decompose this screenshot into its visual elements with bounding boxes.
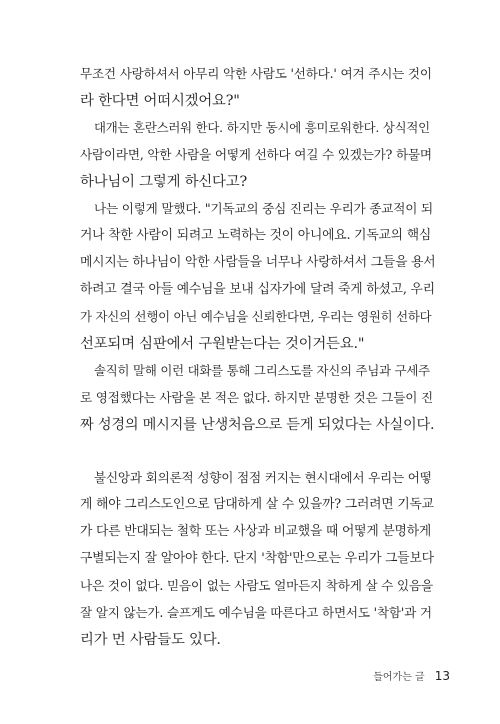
body-text-line: 선포되며 심판에서 구원받는다는 것이거든요." bbox=[80, 336, 365, 352]
body-text-line: 사람이라면, 악한 사람을 어떻게 선하다 여길 수 있겠는가? 하물며 bbox=[80, 147, 432, 162]
body-text-line: 잘 알지 않는가. 슬프게도 예수님을 따른다고 하면서도 '착함'과 거 bbox=[80, 605, 432, 620]
body-text-line: 대개는 혼란스러워 한다. 하지만 동시에 흥미로워한다. 상식적인 bbox=[94, 120, 430, 135]
body-text-line: 구별되는지 잘 알아야 한다. 단지 '착함'만으로는 우리가 그들보다 bbox=[80, 551, 434, 566]
page-number: 13 bbox=[434, 669, 450, 683]
page-footer bbox=[373, 668, 450, 683]
body-text-line: 리가 먼 사람들도 있다. bbox=[80, 632, 221, 648]
body-text-line: 가 자신의 선행이 아닌 예수님을 신뢰한다면, 우리는 영원히 선하다 bbox=[80, 309, 432, 324]
body-text-line: 게 해야 그리스도인으로 담대하게 살 수 있을까? 그러려면 기독교 bbox=[80, 497, 434, 512]
body-text-line: 불신앙과 회의론적 성향이 점점 커지는 현시대에서 우리는 어떻 bbox=[94, 470, 432, 485]
body-text-line: 가 다른 반대되는 철학 또는 사상과 비교했을 때 어떻게 분명하게 bbox=[80, 524, 432, 539]
running-footer-title: 들어가는 글 bbox=[373, 672, 425, 683]
body-text-line: 나는 이렇게 말했다. "기독교의 중심 진리는 우리가 종교적이 되 bbox=[94, 201, 433, 216]
body-text-line: 나은 것이 없다. 믿음이 없는 사람도 얼마든지 착하게 살 수 있음을 bbox=[80, 578, 433, 593]
body-text-line: 거나 착한 사람이 되려고 노력하는 것이 아니에요. 기독교의 핵심 bbox=[80, 228, 432, 243]
body-text-line: 솔직히 말해 이런 대화를 통해 그리스도를 자신의 주님과 구세주 bbox=[94, 363, 430, 378]
body-text-line: 라 한다면 어떠시겠어요?" bbox=[80, 93, 240, 109]
body-text-line: 무조건 사랑하셔서 아무리 악한 사람도 '선하다.' 여겨 주시는 것이 bbox=[80, 66, 432, 81]
body-text-line: 짜 성경의 메시지를 난생처음으로 듣게 되었다는 사실이다. bbox=[80, 417, 435, 433]
body-text-line: 메시지는 하나님이 악한 사람들을 너무나 사랑하셔서 그들을 용서 bbox=[80, 255, 436, 270]
body-text-line: 하나님이 그렇게 하신다고? bbox=[80, 174, 247, 190]
body-text-line: 하려고 결국 아들 예수님을 보내 십자가에 달려 죽게 하셨고, 우리 bbox=[80, 282, 435, 297]
body-text-line: 로 영접했다는 사람을 본 적은 없다. 하지만 분명한 것은 그들이 진 bbox=[80, 390, 433, 405]
